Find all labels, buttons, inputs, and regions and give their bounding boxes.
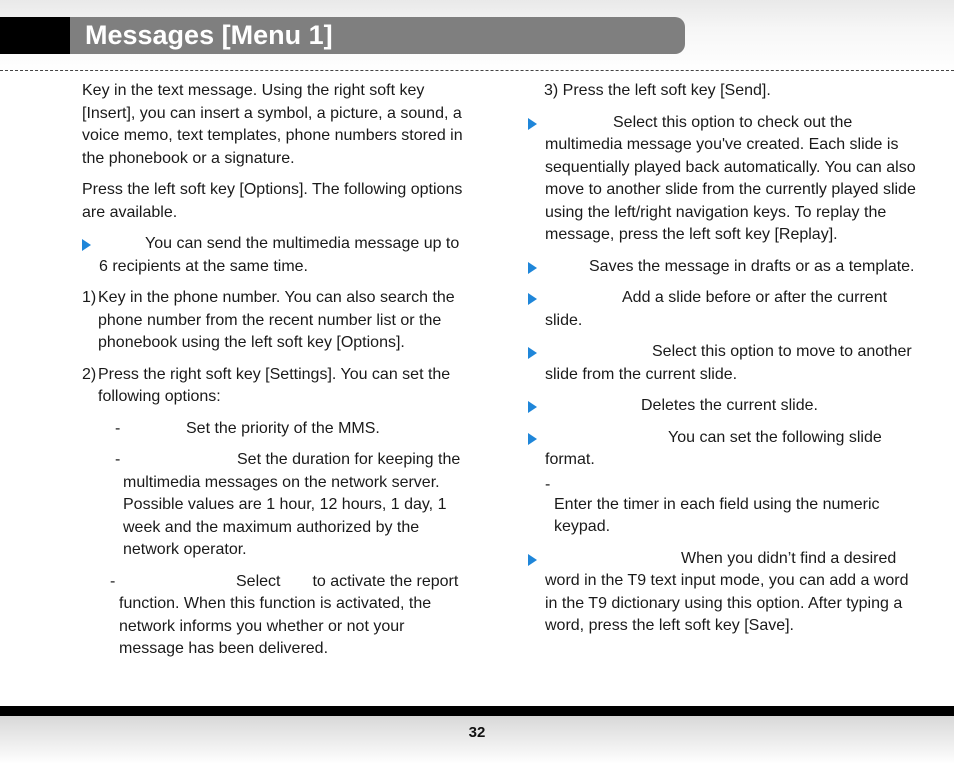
dash-marker: - (115, 451, 121, 468)
dash-marker: - (115, 419, 121, 437)
option-save (528, 256, 918, 279)
option-slide-format (528, 427, 918, 472)
triangle-right-icon (528, 262, 537, 274)
step-2-text: Press the right soft key [Settings]. You can set the following options: (98, 365, 451, 405)
triangle-right-icon (528, 118, 537, 130)
option-t9-dictionary (528, 548, 918, 638)
setting-priority (82, 418, 466, 441)
triangle-right-icon (82, 239, 91, 251)
title-bar (70, 17, 685, 54)
slide-format-timer-text: Enter the timer in each field using the numeric keypad. (554, 495, 880, 535)
setting-report (82, 571, 466, 661)
option-go-to-slide (528, 341, 918, 386)
triangle-right-icon (528, 401, 537, 413)
left-column (82, 80, 466, 670)
setting-validity (82, 449, 466, 562)
option-delete-slide (528, 395, 918, 418)
setting-report-select: Select (236, 572, 281, 590)
triangle-right-icon (528, 554, 537, 566)
step-2 (82, 364, 466, 409)
page-number: 32 (468, 724, 486, 741)
triangle-right-icon (528, 293, 537, 305)
option-add-slide-text: Add a slide before or after the current slide. (545, 289, 888, 329)
dash-marker: - (110, 572, 116, 590)
intro-paragraph: Key in the text message. Using the right soft key [Insert], you can insert a symbol, a picture, a sound, a voice memo, text templates, phone numbers stored in the phonebook or a signature. (82, 82, 463, 167)
step-2-number: 2) (82, 365, 97, 383)
step-1-text: Key in the phone number. You can also search the phone number from the recent number list or the phonebook using the left soft key [Options]. (98, 289, 455, 351)
option-slide-format-text: You can set the following slide format. (545, 428, 882, 468)
option-add-slide (528, 287, 918, 332)
step-1 (82, 287, 466, 355)
setting-priority-text: Set the priority of the MMS. (186, 419, 380, 437)
options-intro-paragraph: Press the left soft key [Options]. The following options are available. (82, 181, 463, 221)
footer-bar (0, 706, 954, 716)
slide-format-timer (528, 476, 918, 539)
page-title: Messages [Menu 1] (85, 20, 333, 50)
option-go-to-slide-text: Select this option to move to another slide from the current slide. (545, 343, 912, 383)
option-send-text: You can send the multimedia message up to 6 recipients at the same time. (99, 235, 460, 275)
option-delete-slide-text: Deletes the current slide. (641, 397, 818, 414)
header-divider (0, 70, 954, 71)
option-send (82, 233, 466, 278)
step-1-number: 1) (82, 289, 97, 306)
step-3: 3) Press the left soft key [Send]. (544, 82, 771, 99)
triangle-right-icon (528, 347, 537, 359)
triangle-right-icon (528, 433, 537, 445)
option-save-text: Saves the message in drafts or as a template. (589, 257, 915, 275)
dash-marker: - (545, 475, 551, 493)
option-preview-text: Select this option to check out the multimedia message you've created. Each slide is sequentially played back automatically. You can also move to another slide from the currently played slide using the left/right navigation keys. To replay the message, press the left soft key [Replay]. (545, 113, 916, 243)
right-column (528, 80, 918, 647)
option-t9-dictionary-text: When you didn’t find a desired word in the T9 text input mode, you can add a word in the T9 dictionary using this option. After typing a word, press the left soft key [Save]. (545, 549, 909, 634)
setting-report-text: to activate the report function. When this function is activated, the network informs you whether or not your message has been delivered. (119, 572, 459, 657)
header-black-tab (0, 17, 70, 54)
option-preview (528, 112, 918, 247)
setting-validity-text: Set the duration for keeping the multimedia messages on the network server. Possible values are 1 hour, 12 hours, 1 day, 1 week and the maximum authorized by the network operator. (123, 451, 461, 558)
